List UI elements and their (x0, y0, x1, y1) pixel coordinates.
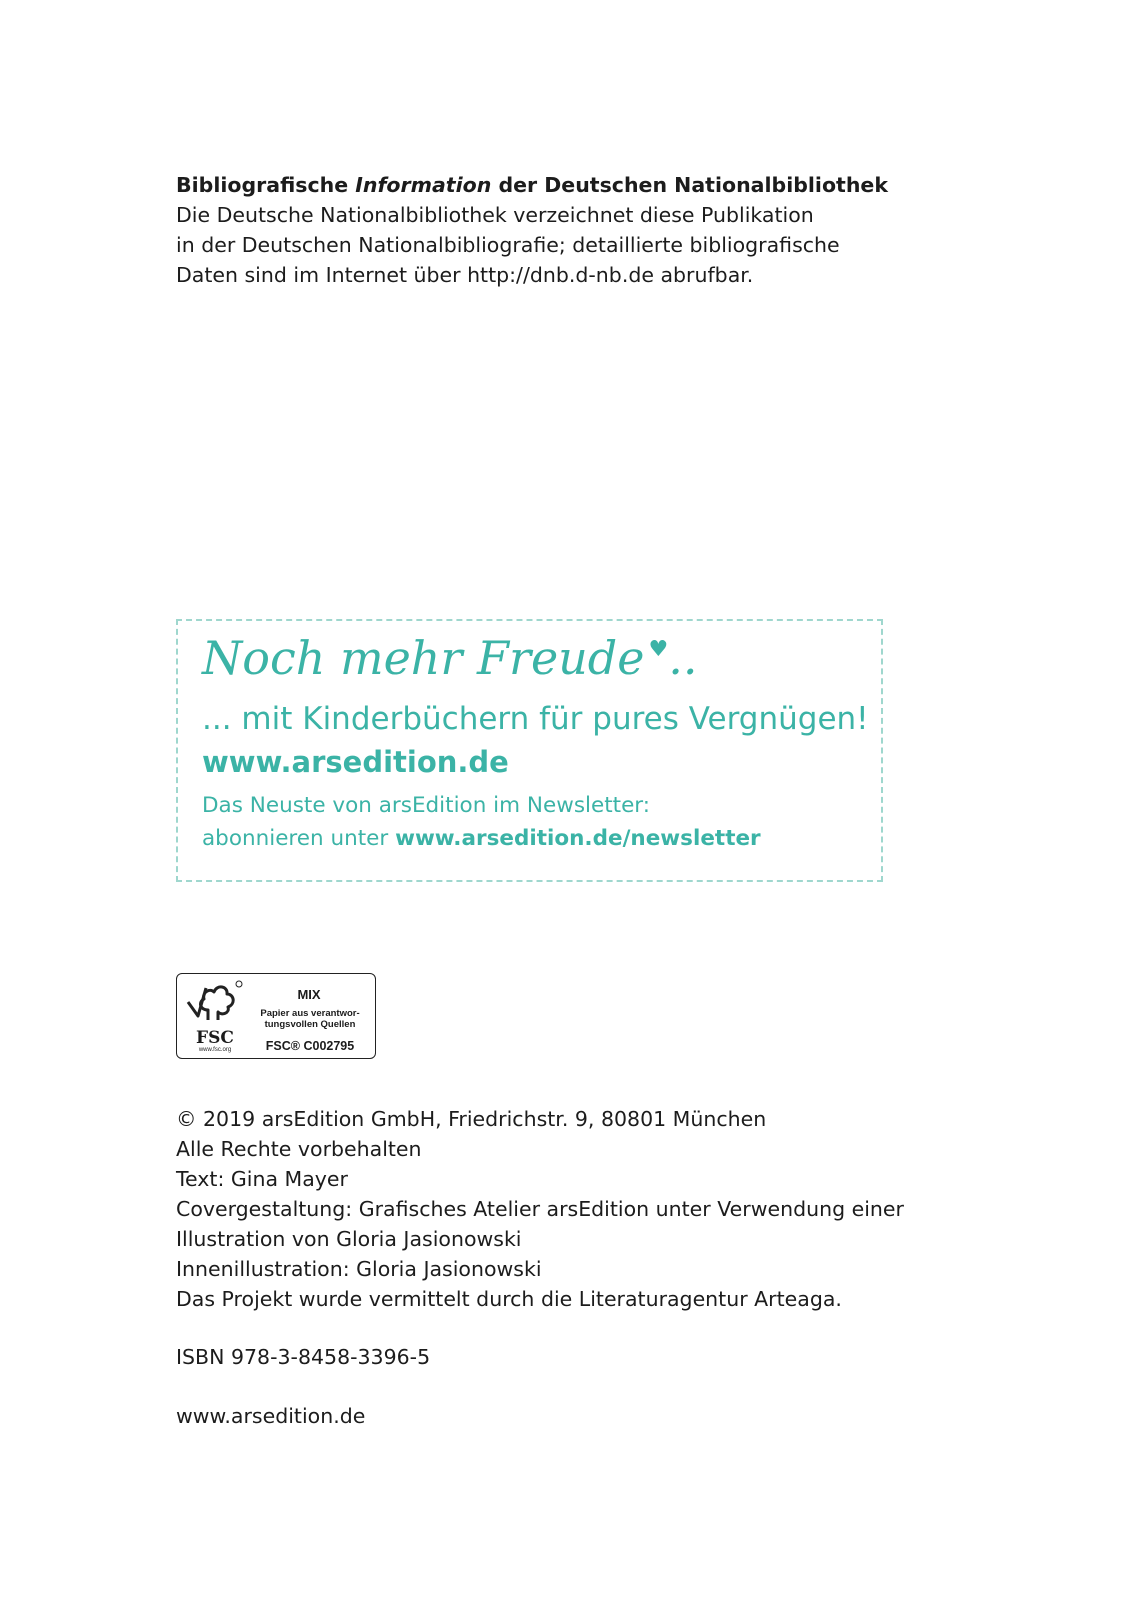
fsc-brand: FSC (196, 1028, 234, 1048)
credit-line: Covergestaltung: Grafisches Atelier arsEdition unter Verwendung einer (176, 1197, 904, 1221)
bibliographic-title-part: Bibliografische (176, 173, 356, 197)
fsc-code: FSC® C002795 (265, 1039, 355, 1053)
credit-line: Text: Gina Mayer (176, 1167, 348, 1191)
credit-line: Alle Rechte vorbehalten (176, 1137, 422, 1161)
credit-line: Das Projekt wurde vermittelt durch die Literaturagentur Arteaga. (176, 1287, 842, 1311)
newsletter-subscribe-line (202, 826, 761, 851)
credit-line: © 2019 arsEdition GmbH, Friedrichstr. 9, 80801 München (176, 1107, 767, 1131)
promo-script-heading (202, 631, 697, 685)
fsc-mix: MIX (297, 987, 321, 1002)
bibliographic-title-italic: Information (355, 173, 492, 197)
bibliographic-title (176, 170, 896, 200)
fsc-tree-checkmark-icon (184, 980, 244, 1028)
bibliographic-line: in der Deutschen Nationalbibliografie; detaillierte bibliografische (176, 233, 840, 257)
fsc-label (176, 973, 376, 1059)
website-link[interactable]: www.arsedition.de (176, 1404, 366, 1428)
credit-line: Innenillustration: Gloria Jasionowski (176, 1257, 542, 1281)
fsc-description-line: tungsvollen Quellen (264, 1019, 356, 1030)
heart-icon: ♥ (648, 637, 669, 662)
copyright-credits (176, 1104, 936, 1314)
isbn: ISBN 978-3-8458-3396-5 (176, 1345, 431, 1369)
bibliographic-title-part: der Deutschen Nationalbibliothek (491, 173, 888, 197)
fsc-description (251, 1008, 369, 1030)
bibliographic-line: Die Deutsche Nationalbibliothek verzeichnet diese Publikation (176, 203, 814, 227)
promo-script-dots: .. (668, 631, 698, 685)
promo-tagline: ... mit Kinderbüchern für pures Vergnügen! (202, 701, 869, 737)
newsletter-prefix: abonnieren unter (202, 826, 396, 851)
promo-script-text: Noch mehr Freude (202, 631, 645, 685)
newsletter-link[interactable]: www.arsedition.de/newsletter (395, 826, 761, 851)
newsletter-text: Das Neuste von arsEdition im Newsletter: (202, 793, 651, 818)
fsc-website: www.fsc.org (198, 1047, 232, 1053)
fsc-description-line: Papier aus verantwor- (260, 1008, 360, 1019)
credit-line: Illustration von Gloria Jasionowski (176, 1227, 522, 1251)
promo-box (176, 619, 883, 882)
promo-website-link[interactable]: www.arsedition.de (202, 745, 509, 779)
bibliographic-information (176, 170, 896, 290)
bibliographic-line: Daten sind im Internet über http://dnb.d-nb.de abrufbar. (176, 263, 754, 287)
